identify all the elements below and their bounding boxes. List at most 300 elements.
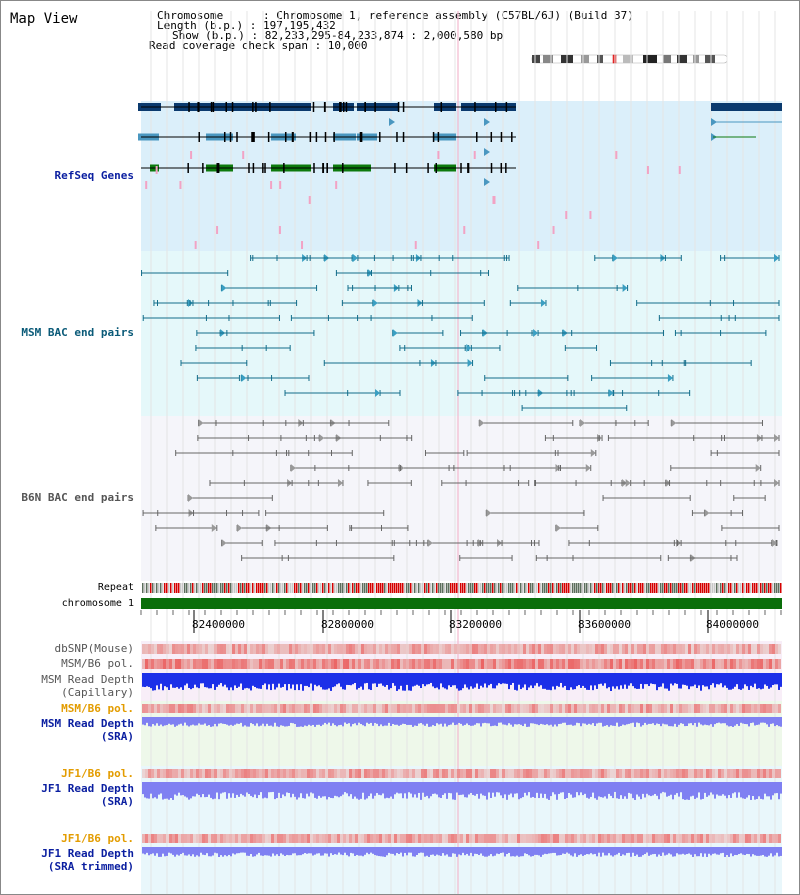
- heat-cell: [172, 834, 175, 843]
- depth-bar: [518, 717, 520, 724]
- repeat-mark: [526, 583, 528, 593]
- heat-cell: [529, 659, 532, 669]
- heat-cell: [391, 834, 394, 843]
- depth-bar: [768, 717, 770, 727]
- heat-cell: [565, 769, 568, 778]
- gene-exon-tick: [325, 132, 327, 142]
- depth-bar: [428, 847, 430, 857]
- heat-cell: [448, 834, 451, 843]
- heat-cell: [577, 769, 580, 778]
- msm-b6-pol-sra-track-label[interactable]: MSM/B6 pol.: [61, 702, 134, 715]
- heat-cell: [331, 769, 334, 778]
- heat-cell: [595, 704, 598, 713]
- heat-cell: [268, 769, 271, 778]
- depth-bar: [750, 717, 752, 723]
- heat-cell: [478, 659, 481, 669]
- heat-cell: [598, 769, 601, 778]
- repeat-mark: [780, 583, 782, 593]
- depth-bar: [296, 673, 298, 684]
- depth-bar: [454, 717, 456, 725]
- depth-bar: [410, 847, 412, 853]
- gene-exon-tick: [339, 102, 341, 112]
- depth-bar: [468, 782, 470, 794]
- depth-bar: [704, 673, 706, 687]
- depth-bar: [552, 782, 554, 792]
- repeat-mark: [310, 583, 312, 593]
- heat-cell: [550, 769, 553, 778]
- depth-bar: [356, 673, 358, 690]
- repeat-mark: [360, 583, 362, 593]
- heat-cell: [391, 769, 394, 778]
- heat-cell: [766, 644, 769, 654]
- heat-cell: [208, 769, 211, 778]
- depth-bar: [396, 847, 398, 853]
- repeat-mark: [684, 583, 686, 593]
- heat-cell: [682, 769, 685, 778]
- depth-bar: [428, 782, 430, 798]
- heat-cell: [595, 834, 598, 843]
- heat-cell: [649, 659, 652, 669]
- depth-bar: [560, 673, 562, 683]
- depth-bar: [194, 782, 196, 796]
- repeat-mark: [658, 583, 660, 593]
- heat-cell: [331, 834, 334, 843]
- gene-exon-tick: [360, 132, 362, 142]
- heat-cell: [592, 659, 595, 669]
- depth-bar: [714, 847, 716, 853]
- depth-bar: [610, 673, 612, 691]
- heat-cell: [631, 769, 634, 778]
- msm-depth-sra-track-label[interactable]: MSM Read Depth (SRA): [41, 717, 134, 743]
- heat-cell: [298, 704, 301, 713]
- depth-bar: [512, 717, 514, 727]
- heat-cell: [664, 659, 667, 669]
- depth-bar: [190, 847, 192, 856]
- heat-cell: [511, 644, 514, 654]
- heat-cell: [199, 644, 202, 654]
- depth-bar: [262, 717, 264, 724]
- heat-cell: [595, 659, 598, 669]
- depth-bar: [726, 673, 728, 688]
- heat-cell: [757, 659, 760, 669]
- depth-bar: [630, 717, 632, 723]
- depth-bar: [228, 717, 230, 726]
- depth-bar: [272, 847, 274, 853]
- heat-cell: [415, 704, 418, 713]
- depth-bar: [300, 782, 302, 793]
- depth-bar: [524, 673, 526, 684]
- repeat-mark: [702, 583, 704, 593]
- depth-bar: [304, 847, 306, 853]
- heat-cell: [376, 834, 379, 843]
- depth-bar: [408, 717, 410, 725]
- heat-cell: [193, 704, 196, 713]
- depth-bar: [184, 673, 186, 685]
- depth-bar: [464, 847, 466, 855]
- heat-cell: [574, 644, 577, 654]
- repeat-mark: [600, 583, 602, 593]
- depth-bar: [520, 717, 522, 725]
- depth-bar: [160, 673, 162, 684]
- depth-bar: [680, 673, 682, 689]
- depth-bar: [354, 847, 356, 856]
- depth-bar: [644, 673, 646, 684]
- depth-bar: [722, 847, 724, 853]
- depth-bar: [358, 847, 360, 856]
- repeat-mark: [340, 583, 342, 593]
- depth-bar: [494, 717, 496, 726]
- repeat-mark: [262, 583, 264, 593]
- depth-bar: [376, 847, 378, 856]
- depth-bar: [188, 782, 190, 800]
- repeat-mark: [524, 583, 526, 593]
- depth-bar: [302, 782, 304, 798]
- depth-bar: [554, 782, 556, 794]
- depth-bar: [604, 717, 606, 726]
- depth-bar: [418, 782, 420, 793]
- depth-bar: [498, 847, 500, 854]
- depth-bar: [452, 673, 454, 685]
- depth-bar: [316, 782, 318, 799]
- depth-bar: [768, 673, 770, 689]
- heat-cell: [346, 644, 349, 654]
- depth-bar: [478, 847, 480, 855]
- heat-cell: [157, 659, 160, 669]
- heat-cell: [550, 704, 553, 713]
- heat-cell: [658, 644, 661, 654]
- depth-bar: [710, 717, 712, 724]
- depth-bar: [778, 847, 780, 856]
- heat-cell: [394, 644, 397, 654]
- repeat-mark: [560, 583, 562, 593]
- depth-bar: [384, 847, 386, 857]
- depth-bar: [162, 847, 164, 854]
- repeat-mark: [722, 583, 724, 593]
- heat-cell: [412, 659, 415, 669]
- heat-cell: [397, 834, 400, 843]
- gene-exon-tick: [374, 102, 376, 112]
- depth-bar: [712, 782, 714, 794]
- depth-bar: [416, 782, 418, 798]
- depth-bar: [386, 717, 388, 726]
- jf1-b6-pol-trim-track-label[interactable]: JF1/B6 pol.: [61, 832, 134, 845]
- heat-cell: [301, 704, 304, 713]
- b6n-bac-track-label[interactable]: B6N BAC end pairs: [21, 491, 134, 504]
- depth-bar: [164, 847, 166, 856]
- heat-cell: [190, 659, 193, 669]
- depth-bar: [624, 847, 626, 855]
- heat-cell: [316, 834, 319, 843]
- depth-bar: [388, 847, 390, 853]
- heat-cell: [355, 704, 358, 713]
- dbsnp-track-label[interactable]: dbSNP(Mouse): [54, 642, 134, 655]
- msm-bac-track-label[interactable]: MSM BAC end pairs: [21, 326, 134, 339]
- heat-cell: [160, 834, 163, 843]
- heat-cell: [418, 769, 421, 778]
- depth-bar: [218, 673, 220, 685]
- depth-bar: [704, 782, 706, 793]
- depth-bar: [604, 782, 606, 796]
- heat-cell: [304, 659, 307, 669]
- depth-bar: [184, 782, 186, 796]
- heat-cell: [703, 659, 706, 669]
- heat-cell: [367, 659, 370, 669]
- heat-cell: [343, 659, 346, 669]
- depth-bar: [348, 673, 350, 685]
- repeat-mark: [384, 583, 386, 593]
- heat-cell: [592, 704, 595, 713]
- depth-bar: [636, 847, 638, 855]
- gene-exon-tick: [316, 132, 318, 142]
- depth-bar: [186, 847, 188, 856]
- depth-bar: [682, 847, 684, 854]
- heat-cell: [292, 644, 295, 654]
- heat-cell: [310, 769, 313, 778]
- depth-bar: [718, 847, 720, 855]
- heat-cell: [274, 659, 277, 669]
- depth-bar: [364, 717, 366, 726]
- refseq-track-label[interactable]: RefSeq Genes: [54, 169, 134, 182]
- heat-cell: [175, 644, 178, 654]
- heat-cell: [562, 769, 565, 778]
- depth-bar: [564, 673, 566, 686]
- depth-bar: [562, 673, 564, 687]
- depth-bar: [620, 782, 622, 795]
- heat-cell: [460, 834, 463, 843]
- heat-cell: [226, 644, 229, 654]
- heat-cell: [565, 834, 568, 843]
- depth-bar: [710, 782, 712, 792]
- heat-cell: [586, 834, 589, 843]
- repeat-mark: [432, 583, 434, 593]
- heat-cell: [250, 834, 253, 843]
- repeat-mark: [450, 583, 452, 593]
- depth-bar: [556, 847, 558, 856]
- heat-cell: [715, 659, 718, 669]
- heat-cell: [598, 704, 601, 713]
- heat-cell: [616, 659, 619, 669]
- heat-cell: [151, 644, 154, 654]
- genome-tracks[interactable]: [1, 1, 799, 894]
- depth-bar: [534, 717, 536, 724]
- depth-bar: [388, 673, 390, 690]
- depth-bar: [148, 847, 150, 855]
- depth-bar: [676, 847, 678, 853]
- depth-bar: [238, 847, 240, 853]
- heat-cell: [466, 644, 469, 654]
- heat-cell: [439, 704, 442, 713]
- depth-bar: [728, 673, 730, 690]
- repeat-mark: [436, 583, 438, 593]
- repeat-mark: [514, 583, 516, 593]
- heat-cell: [289, 644, 292, 654]
- depth-bar: [414, 673, 416, 686]
- depth-bar: [372, 673, 374, 684]
- repeat-mark: [706, 583, 708, 593]
- heat-cell: [514, 644, 517, 654]
- repeat-mark: [556, 583, 558, 593]
- depth-bar: [716, 717, 718, 723]
- heat-cell: [490, 659, 493, 669]
- repeat-mark: [306, 583, 308, 593]
- depth-bar: [708, 717, 710, 725]
- depth-bar: [480, 673, 482, 686]
- heat-cell: [616, 704, 619, 713]
- heat-cell: [607, 704, 610, 713]
- heat-cell: [625, 644, 628, 654]
- depth-bar: [278, 782, 280, 793]
- heat-cell: [694, 704, 697, 713]
- heat-cell: [166, 644, 169, 654]
- repeat-mark: [446, 583, 448, 593]
- heat-cell: [277, 644, 280, 654]
- depth-bar: [610, 717, 612, 725]
- depth-bar: [620, 717, 622, 726]
- depth-bar: [296, 782, 298, 800]
- depth-bar: [548, 717, 550, 725]
- depth-bar: [254, 847, 256, 856]
- heat-cell: [646, 644, 649, 654]
- heat-cell: [529, 644, 532, 654]
- depth-bar: [266, 717, 268, 724]
- depth-bar: [152, 847, 154, 853]
- jf1-depth-sra-track-label[interactable]: JF1 Read Depth (SRA): [41, 782, 134, 808]
- heat-cell: [538, 834, 541, 843]
- jf1-depth-trim-track-label[interactable]: JF1 Read Depth (SRA trimmed): [41, 847, 134, 873]
- depth-bar: [508, 717, 510, 723]
- depth-bar: [534, 782, 536, 798]
- heat-cell: [175, 769, 178, 778]
- heat-cell: [319, 644, 322, 654]
- depth-bar: [694, 717, 696, 723]
- repeat-mark: [152, 583, 154, 593]
- heat-cell: [460, 644, 463, 654]
- depth-bar: [492, 782, 494, 793]
- heat-cell: [688, 769, 691, 778]
- heat-cell: [754, 834, 757, 843]
- depth-bar: [750, 673, 752, 686]
- heat-cell: [724, 659, 727, 669]
- gene-exon-tick: [333, 132, 335, 142]
- depth-bar: [662, 847, 664, 853]
- depth-bar: [344, 717, 346, 723]
- pseudogene-mark: [279, 226, 281, 234]
- depth-bar: [364, 847, 366, 855]
- heat-cell: [664, 769, 667, 778]
- heat-cell: [553, 644, 556, 654]
- heat-cell: [217, 769, 220, 778]
- heat-cell: [688, 659, 691, 669]
- depth-bar: [312, 782, 314, 793]
- depth-bar: [578, 673, 580, 685]
- depth-bar: [360, 847, 362, 856]
- msm-depth-capillary-track-label[interactable]: MSM Read Depth (Capillary): [41, 673, 134, 699]
- heat-cell: [730, 769, 733, 778]
- depth-bar: [188, 847, 190, 854]
- depth-bar: [666, 782, 668, 797]
- heat-cell: [214, 644, 217, 654]
- heat-cell: [400, 769, 403, 778]
- depth-bar: [724, 673, 726, 686]
- depth-bar: [176, 847, 178, 855]
- depth-bar: [252, 717, 254, 724]
- repeat-mark: [154, 583, 156, 593]
- heat-cell: [706, 769, 709, 778]
- heat-cell: [298, 834, 301, 843]
- depth-bar: [424, 673, 426, 686]
- depth-bar: [366, 847, 368, 853]
- repeat-mark: [414, 583, 416, 593]
- depth-bar: [484, 717, 486, 723]
- depth-bar: [474, 782, 476, 796]
- depth-bar: [294, 847, 296, 853]
- depth-bar: [318, 717, 320, 725]
- depth-bar: [666, 717, 668, 724]
- heat-cell: [538, 659, 541, 669]
- depth-bar: [578, 847, 580, 855]
- heat-cell: [739, 704, 742, 713]
- depth-bar: [306, 782, 308, 794]
- heat-cell: [589, 659, 592, 669]
- repeat-mark: [708, 583, 710, 593]
- depth-bar: [512, 673, 514, 683]
- depth-bar: [668, 717, 670, 726]
- heat-cell: [502, 834, 505, 843]
- depth-bar: [576, 847, 578, 857]
- heat-cell: [328, 704, 331, 713]
- depth-bar: [774, 673, 776, 684]
- heat-cell: [724, 834, 727, 843]
- heat-cell: [493, 834, 496, 843]
- heat-cell: [652, 834, 655, 843]
- depth-bar: [690, 717, 692, 723]
- depth-bar: [630, 782, 632, 794]
- depth-bar: [264, 847, 266, 855]
- heat-cell: [565, 644, 568, 654]
- repeat-mark: [410, 583, 412, 593]
- depth-bar: [772, 717, 774, 723]
- heat-cell: [415, 769, 418, 778]
- repeat-mark: [202, 583, 204, 593]
- depth-bar: [186, 782, 188, 798]
- depth-bar: [310, 847, 312, 853]
- repeat-mark: [362, 583, 364, 593]
- depth-bar: [690, 673, 692, 686]
- heat-cell: [751, 769, 754, 778]
- jf1-b6-pol-track-label[interactable]: JF1/B6 pol.: [61, 767, 134, 780]
- depth-bar: [412, 717, 414, 727]
- depth-bar: [586, 782, 588, 798]
- depth-bar: [276, 847, 278, 854]
- depth-bar: [414, 847, 416, 857]
- msm-b6-pol-track-label[interactable]: MSM/B6 pol.: [61, 657, 134, 670]
- depth-bar: [344, 782, 346, 792]
- depth-bar: [554, 673, 556, 689]
- depth-bar: [376, 782, 378, 793]
- depth-bar: [562, 717, 564, 723]
- repeat-mark: [598, 583, 600, 593]
- depth-bar: [582, 673, 584, 686]
- heat-cell: [583, 704, 586, 713]
- depth-bar: [436, 847, 438, 855]
- depth-bar: [456, 673, 458, 689]
- heat-cell: [391, 659, 394, 669]
- depth-bar: [380, 673, 382, 684]
- heat-cell: [634, 644, 637, 654]
- depth-bar: [728, 782, 730, 795]
- depth-bar: [570, 673, 572, 687]
- depth-bar: [616, 673, 618, 686]
